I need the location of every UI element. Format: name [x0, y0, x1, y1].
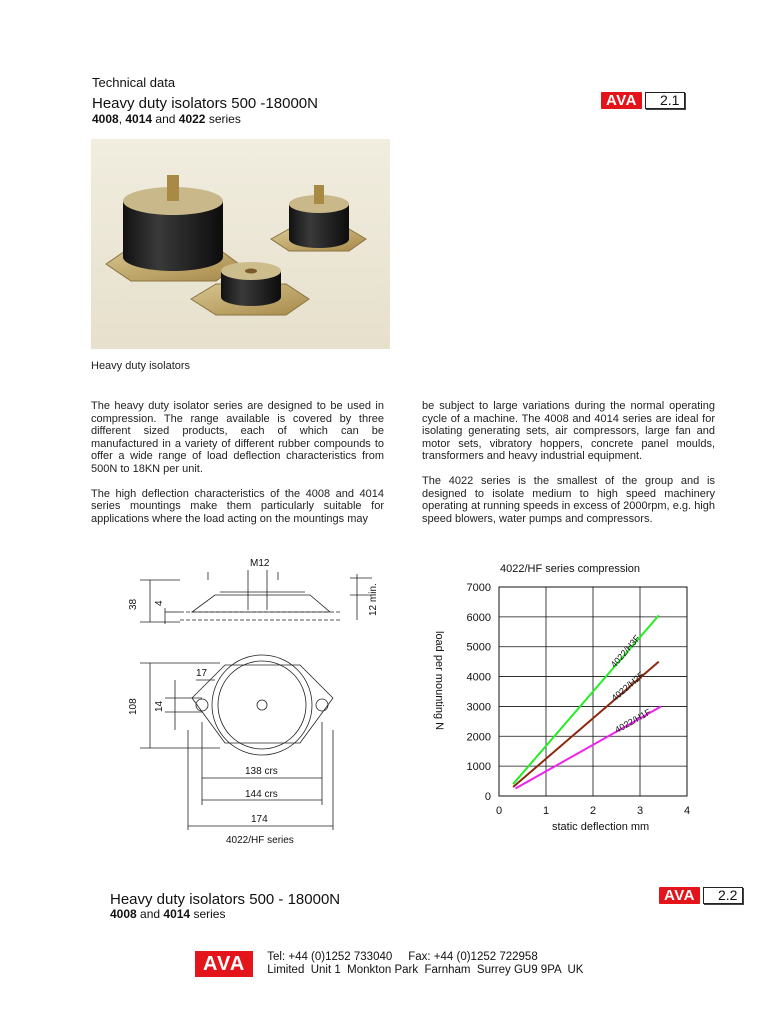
page-badge-bottom	[659, 887, 743, 904]
chart-title: 4022/HF series compression	[500, 563, 641, 575]
product-photo	[91, 139, 390, 349]
ava-logo: AVA	[601, 92, 642, 109]
series-label: 4022/H3F	[608, 633, 643, 670]
intro-paragraph: The high deflection characteristics of the 4008 and 4014 series mountings make them particularly suitable for applications where the load acting on the mountings may	[91, 487, 384, 525]
next-section-title: Heavy duty isolators 500 - 18000N	[110, 891, 341, 908]
separator: and	[152, 112, 179, 126]
contact-phone: Tel: +44 (0)1252 733040 Fax: +44 (0)1252 722958	[267, 951, 538, 963]
y-tick-label: 0	[484, 791, 491, 803]
y-tick-label: 6000	[466, 611, 491, 624]
series-label: 4022/H2F	[609, 669, 647, 704]
separator: and	[136, 907, 164, 921]
dim-length: 174	[251, 814, 268, 825]
contact-address: Limited Unit 1 Monkton Park Farnham Surrey GU9 9PA UK	[267, 964, 584, 976]
dim-base: 4	[154, 600, 165, 606]
x-tick-label: 4	[683, 805, 691, 817]
intro-paragraph: be subject to large variations during the normal operating cycle of a machine. The 4008 and 4014 series are ideal for isolating generating sets, air compressors, large fan and motor sets, vibratory hoppers, concrete panel moulds, transformers and heavy industrial equipment.	[422, 400, 715, 463]
series-4014: 4014	[163, 907, 191, 921]
y-tick-label: 3000	[466, 701, 491, 714]
series-word: series	[190, 907, 226, 921]
series-label: 4022/H1F	[613, 706, 653, 735]
dim-width: 108	[128, 698, 139, 715]
separator: ,	[118, 112, 126, 126]
ava-logo: AVA	[195, 951, 253, 977]
x-tick-label: 2	[589, 805, 597, 817]
technical-drawing	[120, 550, 380, 850]
y-tick-label: 2000	[466, 731, 491, 744]
dim-thread: M12	[250, 558, 270, 569]
y-tick-label: 1000	[466, 761, 491, 774]
x-tick-label: 1	[542, 805, 550, 817]
page-number: 2.2	[703, 887, 743, 904]
section-label: Technical data	[92, 75, 176, 90]
x-tick-label: 0	[495, 805, 503, 817]
y-tick-label: 7000	[466, 582, 491, 594]
drawing-caption: 4022/HF series	[226, 835, 294, 846]
intro-paragraph: The 4022 series is the smallest of the group and is designed to isolate medium to high speed machinery operating at running speeds in excess of 2000rpm, e.g. high speed blowers, water pumps and compressors.	[422, 474, 715, 525]
chart-xlabel: static deflection mm	[552, 821, 650, 833]
dim-height: 38	[128, 598, 139, 610]
dim-stud: 12 min.	[368, 583, 379, 616]
photo-caption: Heavy duty isolators	[91, 360, 191, 372]
y-tick-label: 4000	[466, 671, 491, 684]
dim-crs1: 138 crs	[245, 766, 278, 777]
ava-logo: AVA	[659, 887, 700, 904]
compression-chart	[425, 555, 715, 845]
next-section-subtitle	[110, 907, 225, 921]
series-4014: 4014	[125, 112, 153, 126]
intro-column-left	[91, 400, 384, 537]
dim-slot: 14	[154, 700, 165, 712]
page-badge-top	[601, 92, 685, 109]
dim-crs2: 144 crs	[245, 789, 278, 800]
page-subtitle	[92, 112, 241, 126]
intro-column-right	[422, 400, 715, 537]
page-title: Heavy duty isolators 500 -18000N	[92, 95, 318, 112]
page-number: 2.1	[645, 92, 685, 109]
series-word: series	[205, 112, 241, 126]
series-4022: 4022	[178, 112, 206, 126]
dim-hole: 17	[196, 668, 208, 679]
series-4008: 4008	[92, 112, 119, 126]
intro-paragraph: The heavy duty isolator series are designed to be used in compression. The range available is covered by three different sized products, each of which can be manufactured in a variety of different rubber compounds to offer a wide range of load deflection characteristics from 500N to 18KN per unit.	[91, 400, 384, 475]
chart-ylabel: load per mounting N	[433, 631, 445, 731]
y-tick-label: 5000	[466, 641, 491, 654]
x-tick-label: 3	[636, 805, 644, 817]
contact-footer	[195, 951, 583, 977]
series-4008: 4008	[110, 907, 137, 921]
